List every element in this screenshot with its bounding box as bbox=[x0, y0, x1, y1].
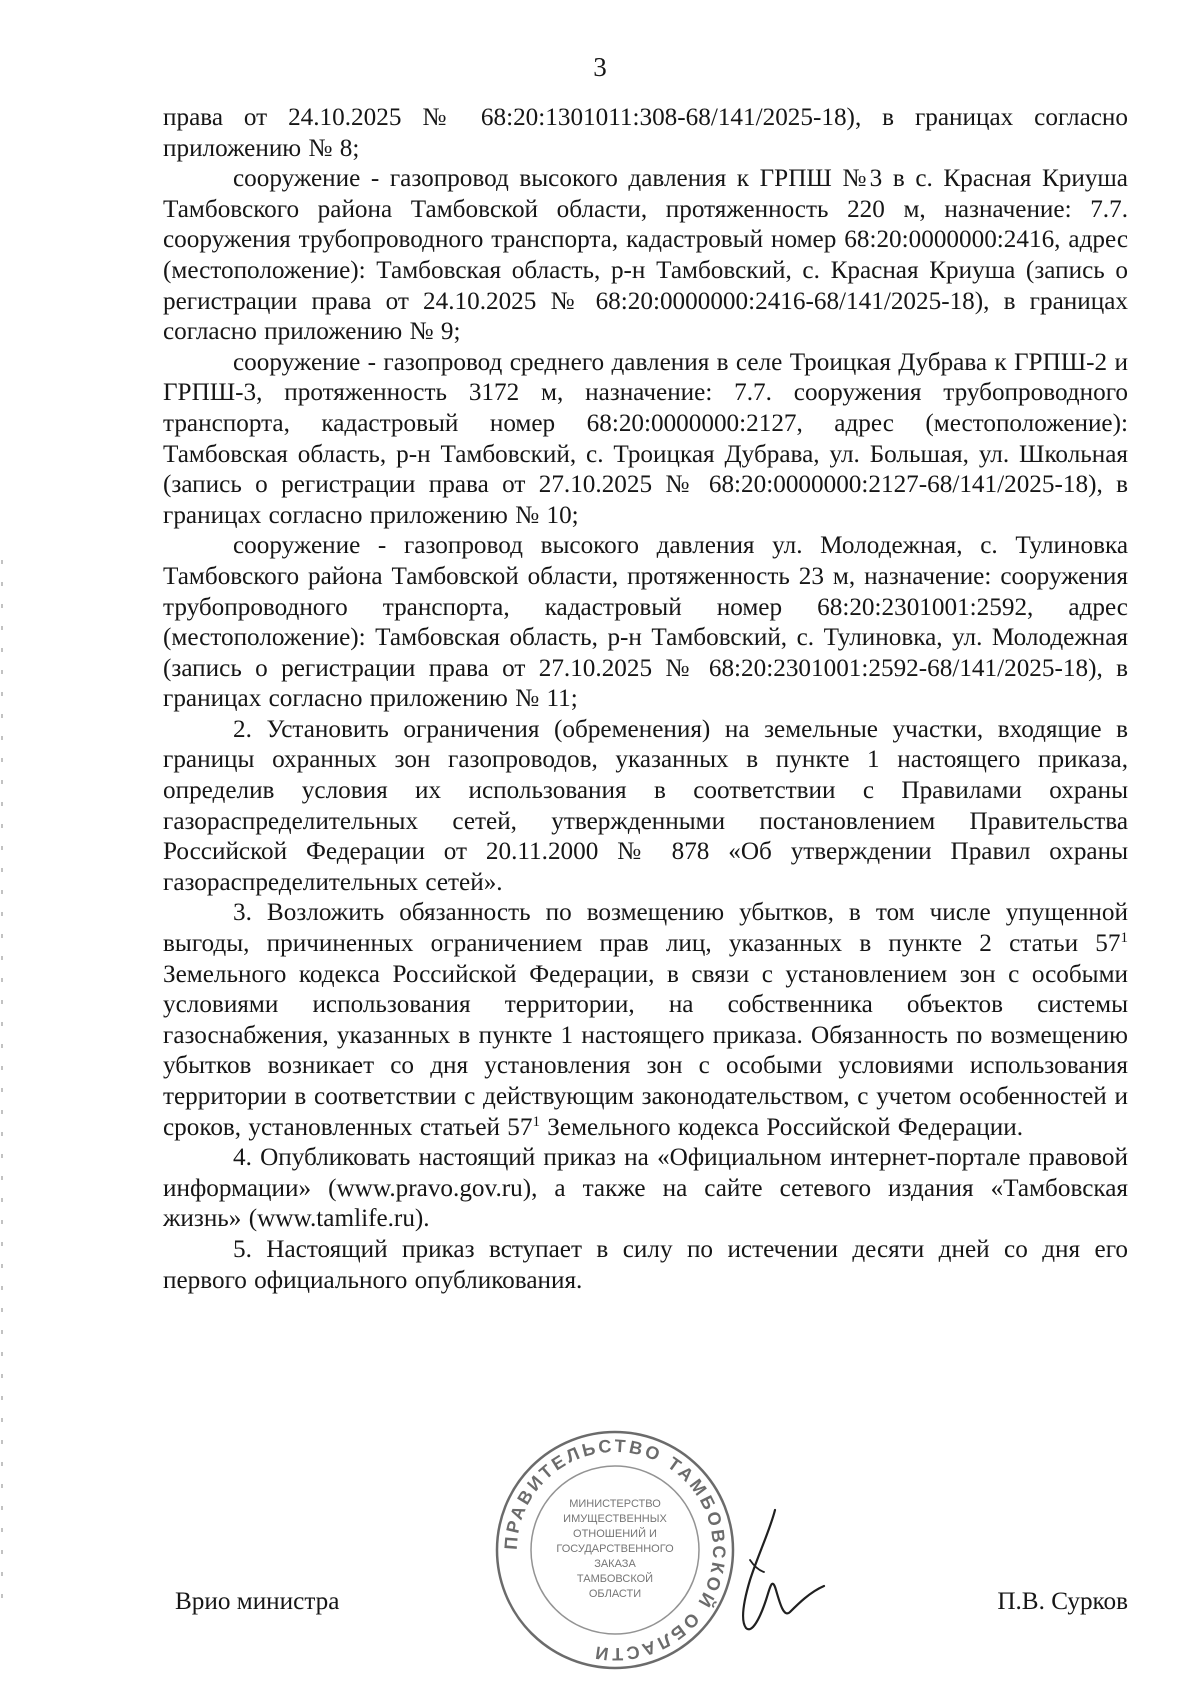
stamp-line: ЗАКАЗА bbox=[594, 1558, 636, 1570]
paragraph-structure-troitskaya-dubrava: сооружение - газопровод среднего давления в селе Троицкая Дубрава к ГРПШ-2 и ГРПШ-3, протяженность 3172 м, назначение: 7.7. сооружения трубопроводного транспорта, кадастровый номер 68:20:0000000:2127, адрес (местоположение): Тамбовская область, р-н Тамбовский, с. Троицкая Дубрава, ул. Большая, ул. Школьная (запись о регистрации права от 27.10.2025 № 68:20:0000000:2127-68/141/2025-18), в границах согласно приложению № 10; bbox=[163, 348, 1128, 529]
handwritten-signature bbox=[720, 1500, 840, 1640]
stamp-line: ИМУЩЕСТВЕННЫХ bbox=[563, 1513, 667, 1525]
item-3-part-b: Земельного кодекса Российской Федерации, в связи с установлением зон с особыми условиями использования территории, на собственника объектов системы газоснабжения, указанных в пункте 1 настоящего приказа. Обязанность по возмещению убытков возникает со дня установления зон с особыми условиями использования территории в соответствии с действующим законодательством, с учетом особенностей и сроков, установленных статьей 57 bbox=[163, 960, 1128, 1141]
paragraph-continuation: права от 24.10.2025 № 68:20:1301011:308-68/141/2025-18), в границах согласно приложению № 8; bbox=[163, 104, 1128, 162]
paragraph-structure-krasnaya-kriusha: сооружение - газопровод высокого давления к ГРПШ №3 в с. Красная Криуша Тамбовского района Тамбовской области, протяженность 220 м, назначение: 7.7. сооружения трубопроводного транспорта, кадастровый номер 68:20:0000000:2416, адрес (местоположение): Тамбовская область, р-н Тамбовский, с. Красная Криуша (запись о регистрации права от 24.10.2025 № 68:20:0000000:2416-68/141/2025-18), в границах согласно приложению № 9; bbox=[163, 165, 1128, 346]
paragraph-item-2: 2. Установить ограничения (обременения) на земельные участки, входящие в границы охранных зон газопроводов, указанных в пункте 1 настоящего приказа, определив условия их использования в соответствии с Правилами охраны газораспределительных сетей, утвержденными постановлением Правительства Российской Федерации от 20.11.2000 № 878 «Об утверждении Правил охраны газораспределительных сетей». bbox=[163, 715, 1128, 896]
stamp-line: ТАМБОВСКОЙ bbox=[576, 1573, 654, 1585]
stamp-line: МИНИСТЕРСТВО bbox=[569, 1498, 661, 1510]
document-body bbox=[163, 103, 1128, 1296]
item-3-part-c: Земельного кодекса Российской Федерации. bbox=[540, 1113, 1024, 1141]
page-number: 3 bbox=[593, 52, 607, 82]
item-3-part-a: 3. Возложить обязанность по возмещению убытков, в том числе упущенной выгоды, причиненных ограничением прав лиц, указанных в пункте 2 статьи 57 bbox=[163, 899, 1128, 958]
signatory-position: Врио министра bbox=[175, 1588, 340, 1615]
scan-margin-marks bbox=[0, 560, 6, 1610]
stamp-outer-text: ПРАВИТЕЛЬСТВО ТАМБОВСКОЙ ОБЛАСТИ bbox=[500, 1435, 730, 1665]
paragraph-structure-tulinovka: сооружение - газопровод высокого давления ул. Молодежная, с. Тулиновка Тамбовского района Тамбовской области, протяженность 23 м, назначение: сооружения трубопроводного транспорта, кадастровый номер 68:20:2301001:2592, адрес (местоположение): Тамбовская область, р-н Тамбовский, с. Тулиновка, ул. Молодежная (запись о регистрации права от 27.10.2025 № 68:20:2301001:2592-68/141/2025-18), в границах согласно приложению № 11; bbox=[163, 532, 1128, 713]
paragraph-item-3 bbox=[163, 898, 1128, 1143]
signatory-name: П.В. Сурков bbox=[997, 1588, 1128, 1615]
paragraph-item-5: 5. Настоящий приказ вступает в силу по истечении десяти дней со дня его первого официального опубликования. bbox=[163, 1235, 1128, 1294]
paragraph-item-4: 4. Опубликовать настоящий приказ на «Официальном интернет-портале правовой информации» (www.pravo.gov.ru), а также на сайте сетевого издания «Тамбовская жизнь» (www.tamlife.ru). bbox=[163, 1144, 1128, 1233]
stamp-line: ОБЛАСТИ bbox=[588, 1588, 642, 1600]
official-seal-stamp bbox=[490, 1425, 740, 1675]
superscript-1: 1 bbox=[1120, 930, 1128, 947]
superscript-1: 1 bbox=[532, 1113, 540, 1130]
stamp-line: ОТНОШЕНИЙ И bbox=[573, 1528, 657, 1540]
stamp-line: ГОСУДАРСТВЕННОГО bbox=[556, 1543, 674, 1555]
